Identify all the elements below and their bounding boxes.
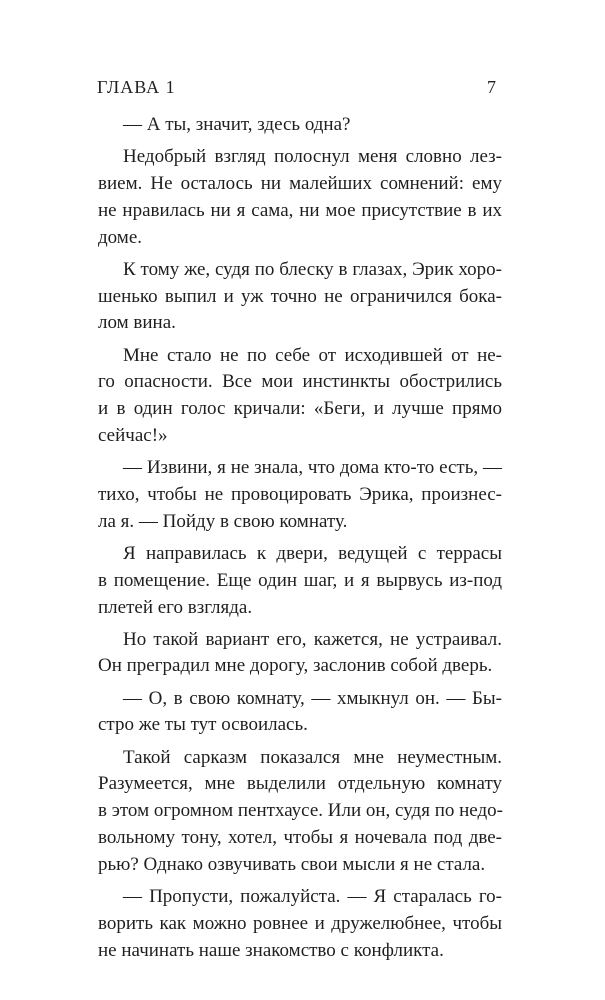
text-line: Но такой вариант его, кажется, не устраивал. bbox=[123, 628, 502, 650]
text-line: в помещение. Еще один шаг, и я вырвусь из-под bbox=[98, 569, 502, 591]
text-line: Недобрый взгляд полоснул меня словно лез- bbox=[123, 146, 502, 168]
text-line: К тому же, судя по блеску в глазах, Эрик хоро- bbox=[123, 258, 502, 280]
text-line: и в один голос кричали: «Беги, и лучше прямо bbox=[98, 398, 502, 420]
text-line: ла я. — Пойду в свою комнату. bbox=[98, 510, 348, 532]
paragraph bbox=[98, 745, 502, 879]
text-line: ворить как можно ровнее и дружелюбнее, чтобы bbox=[98, 912, 502, 934]
text-line: го опасности. Все мои инстинкты обострились bbox=[98, 371, 502, 393]
text-line: не начинать наше знакомство с конфликта. bbox=[98, 939, 444, 961]
text-line: не нравилась ни я сама, ни мое присутствие в их bbox=[98, 199, 502, 221]
text-line: Мне стало не по себе от исходившей от не- bbox=[123, 344, 502, 366]
paragraph bbox=[98, 343, 502, 450]
paragraph bbox=[98, 455, 502, 535]
paragraph bbox=[98, 627, 502, 681]
text-line: рью? Однако озвучивать свои мысли я не стала. bbox=[98, 853, 486, 875]
text-line: стро же ты тут освоилась. bbox=[98, 714, 308, 736]
text-line: Он преградил мне дорогу, заслонив собой дверь. bbox=[98, 655, 493, 677]
text-line: — Пропусти, пожалуйста. — Я старалась го- bbox=[123, 886, 502, 908]
text-line: вием. Не осталось ни малейших сомнений: ему bbox=[98, 172, 502, 194]
text-line: Разумеется, мне выделили отдельную комнату bbox=[98, 773, 502, 795]
text-line: тихо, чтобы не провоцировать Эрика, произнес- bbox=[98, 483, 502, 505]
paragraph bbox=[98, 144, 502, 251]
text-line: Такой сарказм показался мне неуместным. bbox=[123, 746, 502, 768]
chapter-running-head: ГЛАВА 1 bbox=[97, 77, 176, 97]
text-line: — О, в свою комнату, — хмыкнул он. — Бы- bbox=[123, 687, 502, 709]
text-line: — Извини, я не знала, что дома кто-то есть, — bbox=[123, 457, 502, 479]
text-line: вольному тону, хотел, чтобы я ночевала под две- bbox=[98, 827, 502, 849]
text-line: шенько выпил и уж точно не ограничился бока- bbox=[98, 285, 502, 307]
paragraph bbox=[98, 112, 502, 139]
text-line: плетей его взгляда. bbox=[98, 596, 253, 618]
text-line: сейчас!» bbox=[98, 424, 168, 446]
body-text bbox=[98, 112, 502, 970]
text-line: — А ты, значит, здесь одна? bbox=[123, 114, 351, 135]
text-line: лом вина. bbox=[98, 312, 176, 334]
text-line: Я направилась к двери, ведущей с террасы bbox=[123, 542, 502, 564]
paragraph bbox=[98, 686, 502, 740]
text-line: доме. bbox=[98, 226, 143, 248]
text-line: в этом огромном пентхаусе. Или он, судя по недо- bbox=[98, 800, 503, 822]
page-number: 7 bbox=[487, 77, 496, 97]
paragraph bbox=[98, 884, 502, 964]
paragraph bbox=[98, 257, 502, 337]
paragraph bbox=[98, 541, 502, 621]
